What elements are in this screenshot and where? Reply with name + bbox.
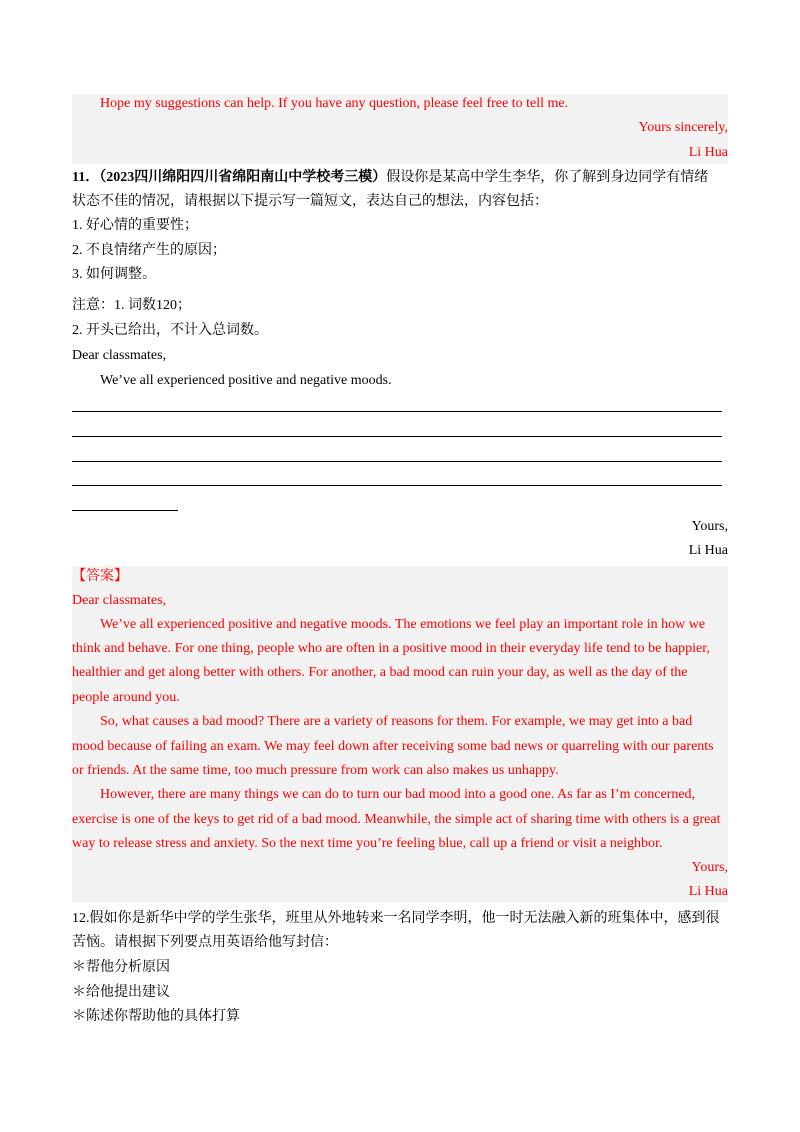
answer-line: However, there are many things we can do to turn our bad mood into a good one. As far as I’m concerned,: [100, 787, 696, 802]
q12-line1: 12.假如你是新华中学的学生张华，班里从外地转来一名同学李明，他一时无法融入新的班集体中，感到很: [72, 911, 720, 926]
answer-line: or friends. At the same time, too much pressure from work can also makes us unhappy.: [72, 763, 559, 778]
writing-line: [72, 485, 722, 486]
q11-opening: We’ve all experienced positive and negative moods.: [100, 373, 392, 388]
q11-prompt-line2: 状态不佳的情况，请根据以下提示写一篇短文，表达自己的想法，内容包括：: [72, 194, 548, 209]
answer-line: way to release stress and anxiety. So the next time you’re feeling blue, call up a friend or visit a neighbor.: [72, 836, 663, 851]
q11-signature: Li Hua: [688, 543, 728, 558]
q12-point: ＊帮他分析原因: [72, 960, 170, 975]
q12-point: ＊给他提出建议: [72, 985, 170, 1000]
answer-line: mood because of failing an exam. We may feel down after receiving some bad news or quarreling with our parents: [72, 739, 714, 754]
q11-point: 3. 如何调整。: [72, 267, 156, 282]
writing-line: [72, 461, 722, 462]
answer-signoff: Yours,: [691, 860, 728, 875]
answer-line: exercise is one of the keys to get rid of a bad mood. Meanwhile, the simple act of sharing time with others is a great: [72, 812, 721, 827]
writing-line-short: [72, 510, 178, 511]
prev-answer-signoff: Yours sincerely,: [638, 120, 728, 135]
q11-greeting: Dear classmates,: [72, 348, 167, 363]
answer-label: 【答案】: [72, 569, 128, 584]
q11-point: 1. 好心情的重要性；: [72, 218, 198, 233]
prev-answer-closing: Hope my suggestions can help. If you have any question, please feel free to tell me.: [100, 96, 569, 111]
answer-greeting: Dear classmates,: [72, 593, 167, 608]
q12-point: ＊陈述你帮助他的具体打算: [72, 1009, 240, 1024]
writing-line: [72, 436, 722, 437]
q12-line2: 苦恼。请根据下列要点用英语给他写封信：: [72, 935, 338, 950]
answer-line: healthier and get along better with others. For another, a bad mood can ruin your day, as well as the day of the: [72, 665, 688, 680]
answer-line: We’ve all experienced positive and negative moods. The emotions we feel play an important role in how we: [100, 617, 706, 632]
q11-note: 2. 开头已给出，不计入总词数。: [72, 323, 268, 338]
q11-prompt-line1: 假设你是某高中学生李华，你了解到身边同学有情绪: [386, 170, 709, 185]
q11-heading: [72, 166, 708, 190]
answer-signature: Li Hua: [688, 884, 728, 899]
q11-signoff: Yours,: [691, 519, 728, 534]
answer-line: So, what causes a bad mood? There are a variety of reasons for them. For example, we may get into a bad: [100, 714, 693, 729]
answer-line: think and behave. For one thing, people who are often in a positive mood in their everyday life tend to be happier,: [72, 641, 710, 656]
q11-note: 注意：1. 词数120；: [72, 298, 191, 313]
writing-line: [72, 411, 722, 412]
q11-point: 2. 不良情绪产生的原因；: [72, 243, 226, 258]
q11-number: 11．: [72, 170, 100, 185]
answer-line: people around you.: [72, 690, 180, 705]
prev-answer-signature: Li Hua: [688, 145, 728, 160]
q11-source: （2023四川绵阳四川省绵阳南山中学校考三模）: [99, 170, 387, 185]
